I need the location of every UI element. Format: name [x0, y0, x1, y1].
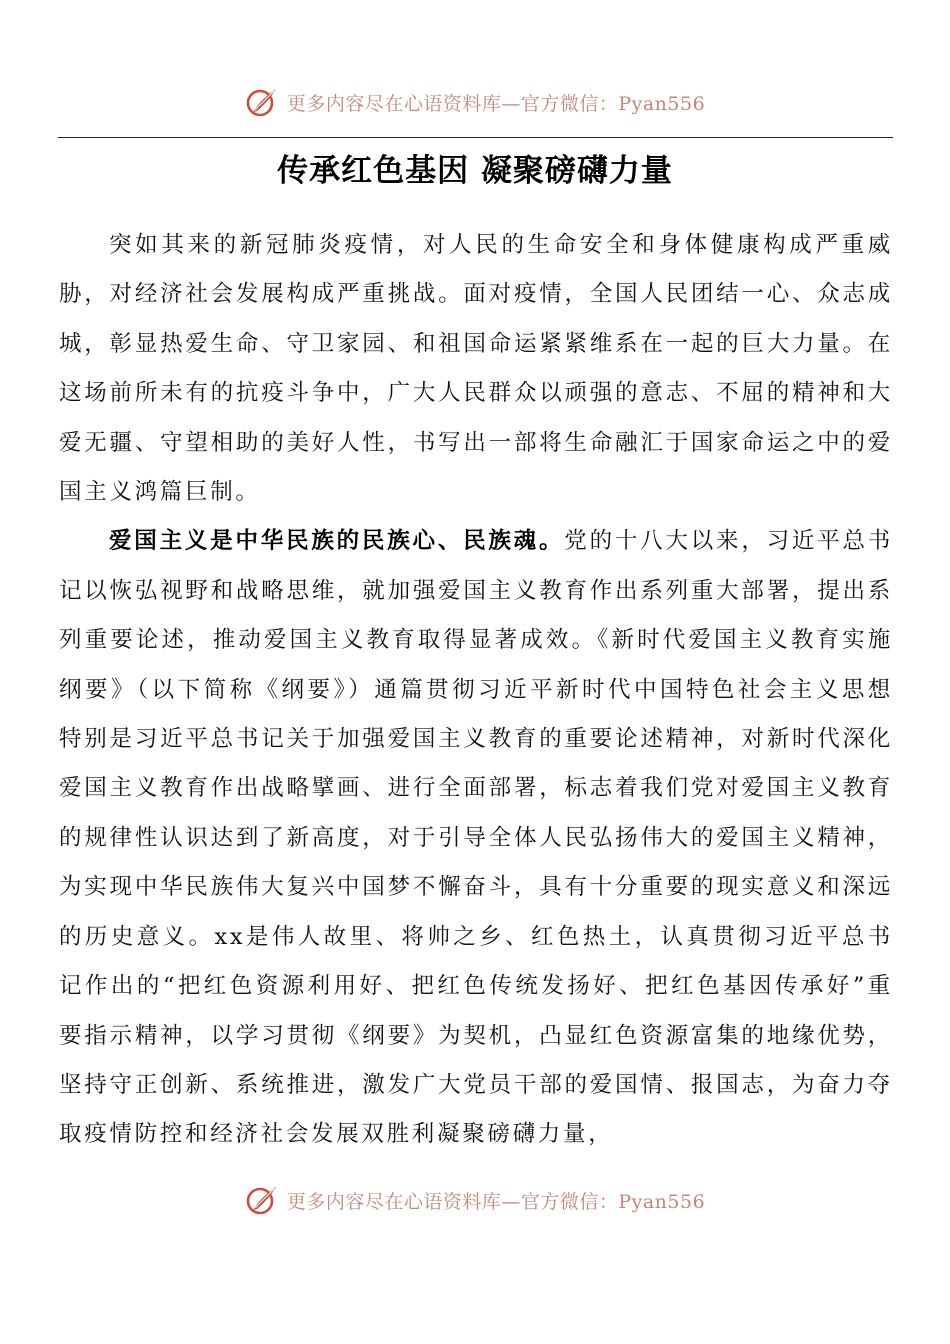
paragraph-lead: 爱国主义是中华民族的民族心、民族魂。 [109, 528, 565, 555]
quill-logo-icon [245, 85, 279, 119]
footer-watermark [0, 1180, 950, 1220]
paragraph-text: 党的十八大以来，习近平总书记以恢弘视野和战略思维，就加强爱国主义教育作出系列重大部署，提出系列重要论述，推动爱国主义教育取得显著成效。《新时代爱国主义教育实施纲要》（以下简称《纲要》）通篇贯彻习近平新时代中国特色社会主义思想特别是习近平总书记关于加强爱国主义教育的重要论述精神，对新时代深化爱国主义教育作出战略擘画、进行全面部署，标志着我们党对爱国主义教育的规律性认识达到了新高度，对于引导全体人民弘扬伟大的爱国主义精神，为实现中华民族伟大复兴中国梦不懈奋斗，具有十分重要的现实意义和深远的历史意义。xx是伟人故里、将帅之乡、红色热土，认真贯彻习近平总书记作出的“把红色资源利用好、把红色传统发扬好、把红色基因传承好”重要指示精神，以学习贯彻《纲要》为契机，凸显红色资源富集的地缘优势，坚持守正创新、系统推进，激发广大党员干部的爱国情、报国志，为奋力夺取疫情防控和经济社会发展双胜利凝聚磅礴力量， [59, 528, 893, 1148]
document-body [59, 221, 893, 1160]
document-title: 传承红色基因 凝聚磅礴力量 [277, 153, 673, 189]
paragraph-text: 突如其来的新冠肺炎疫情，对人民的生命安全和身体健康构成严重威胁，对经济社会发展构成严重挑战。面对疫情，全国人民团结一心、众志成城，彰显热爱生命、守卫家园、和祖国命运紧紧维系在一起的巨大力量。在这场前所未有的抗疫斗争中，广大人民群众以顽强的意志、不屈的精神和大爱无疆、守望相助的美好人性，书写出一部将生命融汇于国家命运之中的爱国主义鸿篇巨制。 [59, 232, 893, 506]
quill-logo-icon [245, 1183, 279, 1217]
watermark-text: 更多内容尽在心语资料库—官方微信：Pyan556 [286, 1190, 706, 1213]
paragraph [59, 221, 893, 517]
header-watermark [0, 82, 950, 122]
paragraph [59, 517, 893, 1159]
watermark-text: 更多内容尽在心语资料库—官方微信：Pyan556 [286, 92, 706, 115]
header-divider [58, 137, 893, 138]
